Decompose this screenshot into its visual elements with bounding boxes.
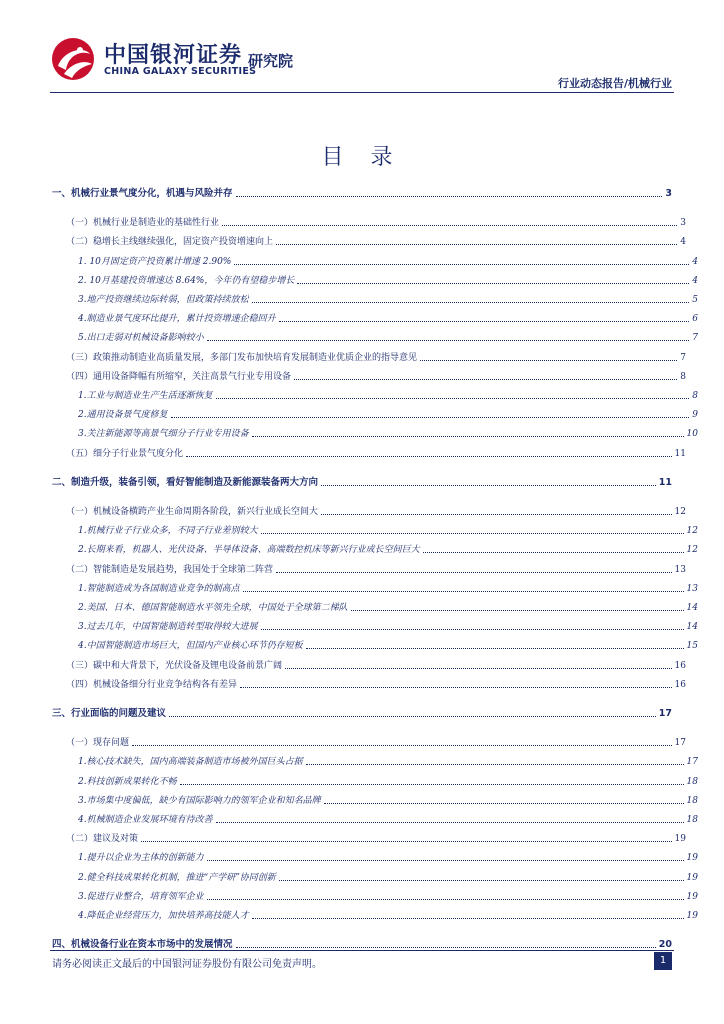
toc-title: 目 录	[321, 145, 403, 170]
toc-entry-page: 15	[686, 641, 698, 652]
toc-entry-title: 1.机械行业子行业众多，不同子行业差别较大	[78, 526, 258, 537]
toc-entry-title: 2.科技创新成果转化不畅	[78, 776, 177, 787]
toc-dot-leader	[261, 628, 684, 630]
toc-entry[interactable]	[52, 791, 698, 807]
toc-entry[interactable]	[52, 733, 686, 749]
toc-dot-leader	[207, 859, 684, 861]
toc-entry-title: （二）稳增长主线继续强化，固定资产投资增速向上	[66, 237, 274, 248]
toc-entry[interactable]	[52, 271, 698, 287]
toc-entry-title: （一）现存问题	[66, 738, 130, 749]
toc-entry-title: （二）智能制造是发展趋势，我国处于全球第二阵营	[66, 564, 274, 575]
toc-entry-page: 11	[674, 448, 686, 459]
toc-dot-leader	[276, 571, 672, 573]
toc-entry[interactable]	[52, 405, 698, 421]
toc-entry[interactable]	[52, 810, 698, 826]
toc-entry[interactable]	[52, 473, 672, 489]
toc-entry-title: 3.过去几年，中国智能制造转型取得较大进展	[78, 622, 258, 633]
toc-dot-leader	[132, 744, 672, 746]
toc-entry-title: （一）机械设备横跨产业生命周期各阶段，新兴行业成长空间大	[66, 507, 319, 517]
toc-entry-title: 1.提升以企业为主体的创新能力	[78, 853, 204, 864]
toc-entry[interactable]	[52, 328, 698, 344]
toc-entry-page: 16	[674, 660, 686, 671]
toc-entry-title: 1.工业与制造业生产生活逐渐恢复	[78, 391, 213, 401]
toc-entry-title: 2.通用设备景气度修复	[78, 410, 168, 421]
toc-entry[interactable]	[52, 675, 686, 691]
toc-entry-title: 1. 10月固定资产投资累计增速 2.90%	[78, 256, 232, 267]
toc-dot-leader	[222, 224, 677, 226]
toc-entry-page: 19	[686, 891, 698, 902]
footer-divider	[50, 950, 674, 951]
toc-entry-title: 5.出口走弱对机械设备影响较小	[78, 333, 204, 344]
toc-entry[interactable]	[52, 848, 698, 864]
toc-entry-page: 9	[692, 410, 698, 421]
toc-entry-page: 14	[686, 603, 698, 613]
toc-entry-title: 3.关注新能源等高景气细分子行业专用设备	[78, 429, 249, 440]
toc-entry-title: 1.智能制造成为各国制造业竞争的制高点	[78, 583, 240, 594]
toc-entry-page: 13	[686, 583, 698, 594]
toc-entry[interactable]	[52, 829, 686, 845]
toc-entry[interactable]	[52, 868, 698, 884]
toc-dot-leader	[216, 397, 690, 399]
toc-entry-page: 19	[686, 872, 698, 883]
toc-entry-page: 7	[680, 352, 686, 363]
toc-dot-leader	[234, 263, 689, 265]
toc-entry-title: 2.美国、日本、德国智能制造水平领先全球，中国处于全球第二梯队	[78, 603, 348, 613]
toc-entry[interactable]	[52, 752, 698, 768]
toc-entry[interactable]	[52, 656, 686, 672]
toc-entry-page: 14	[686, 622, 698, 633]
toc-dot-leader	[420, 359, 677, 361]
toc-entry[interactable]	[52, 617, 698, 633]
toc-dot-leader	[306, 647, 684, 649]
toc-entry[interactable]	[52, 579, 698, 595]
toc-entry[interactable]	[52, 386, 698, 402]
toc-entry[interactable]	[52, 348, 686, 364]
toc-entry-title: 2.健全科技成果转化机制，推进“产学研”协同创新	[78, 872, 276, 883]
toc-entry-page: 7	[692, 333, 698, 344]
toc-entry-title: （四）机械设备细分行业竞争结构各有差异	[66, 679, 238, 690]
toc-entry-page: 11	[658, 476, 672, 488]
page-number: 1	[654, 952, 672, 970]
toc-entry[interactable]	[52, 213, 686, 229]
toc-entry[interactable]	[52, 252, 698, 268]
toc-entry-title: 3.促进行业整合，培育领军企业	[78, 891, 204, 902]
toc-entry[interactable]	[52, 502, 686, 518]
toc-entry[interactable]	[52, 290, 698, 306]
page-header	[0, 0, 724, 100]
toc-entry-title: 3.地产投资继续边际转弱，但政策持续放松	[78, 295, 249, 305]
toc-entry-title: 4.降低企业经营压力，加快培养高技能人才	[78, 911, 249, 921]
galaxy-swirl-logo-icon	[50, 36, 96, 82]
toc-entry-page: 12	[686, 526, 698, 537]
toc-dot-leader	[306, 763, 684, 765]
toc-entry[interactable]	[52, 598, 698, 614]
toc-entry-page: 18	[686, 776, 698, 787]
toc-entry-page: 5	[692, 295, 698, 305]
toc-dot-leader	[279, 879, 684, 881]
toc-dot-leader	[294, 378, 677, 380]
toc-dot-leader	[321, 513, 672, 515]
toc-dot-leader	[279, 320, 690, 322]
toc-entry-title: 4.中国智能制造市场巨大，但国内产业核心环节仍存短板	[78, 641, 303, 652]
toc-entry-page: 4	[692, 275, 698, 286]
toc-entry[interactable]	[52, 704, 672, 720]
header-divider	[50, 92, 674, 93]
toc-entry-title: 4.机械制造企业发展环境有待改善	[78, 815, 213, 825]
toc-entry-title: （四）通用设备降幅有所缩窄，关注高景气行业专用设备	[66, 371, 292, 382]
toc-dot-leader	[141, 840, 672, 842]
toc-entry-page: 3	[680, 218, 686, 229]
toc-entry-page: 3	[665, 188, 672, 199]
toc-dot-leader	[321, 484, 656, 486]
toc-dot-leader	[236, 195, 663, 197]
toc-dot-leader	[240, 686, 672, 688]
toc-dot-leader	[261, 532, 684, 534]
toc-dot-leader	[243, 590, 684, 592]
toc-entry-page: 18	[686, 815, 698, 825]
report-type-label: 行业动态报告/机械行业	[557, 77, 672, 90]
toc-entry[interactable]	[52, 367, 686, 383]
toc-entry-title: 四、机械设备行业在资本市场中的发展情况	[52, 939, 233, 951]
toc-entry-page: 16	[674, 679, 686, 690]
toc-dot-leader	[276, 243, 677, 245]
toc-entry-page: 4	[680, 237, 686, 248]
toc-entry-title: 2.长期来看，机器人、光伏设备、半导体设备、高端数控机床等新兴行业成长空间巨大	[78, 545, 420, 556]
toc-entry[interactable]	[52, 887, 698, 903]
toc-entry[interactable]	[52, 772, 698, 788]
toc-entry-page: 4	[692, 256, 698, 267]
toc-dot-leader	[207, 339, 690, 341]
toc-dot-leader	[252, 435, 684, 437]
toc-entry[interactable]	[52, 309, 698, 325]
toc-entry[interactable]	[52, 444, 686, 460]
toc-entry[interactable]	[52, 560, 686, 576]
toc-entry-title: 4.制造业景气度环比提升，累计投资增速企稳回升	[78, 314, 276, 325]
toc-dot-leader	[171, 416, 690, 418]
toc-dot-leader	[351, 609, 684, 611]
toc-entry-page: 10	[686, 429, 698, 440]
toc-entry[interactable]	[52, 906, 698, 922]
toc-entry-title: 3.市场集中度偏低，缺少有国际影响力的领军企业和知名品牌	[78, 795, 321, 806]
toc-entry-page: 19	[674, 834, 686, 845]
toc-entry-page: 19	[686, 853, 698, 864]
toc-entry[interactable]	[52, 935, 672, 951]
toc-dot-leader	[186, 455, 672, 457]
toc-entry[interactable]	[52, 636, 698, 652]
toc-entry-page: 6	[692, 314, 698, 325]
toc-dot-leader	[252, 301, 690, 303]
toc-entry-page: 18	[686, 795, 698, 806]
toc-entry-title: 2. 10月基建投资增速达 8.64%，今年仍有望稳步增长	[78, 275, 295, 286]
toc-entry-page: 13	[674, 564, 686, 575]
toc-entry[interactable]	[52, 521, 698, 537]
toc-dot-leader	[324, 802, 684, 804]
toc-entry-title: 一、机械行业景气度分化，机遇与风险并存	[52, 188, 233, 199]
toc-dot-leader	[423, 551, 684, 553]
toc-entry-page: 17	[686, 757, 698, 768]
toc-entry[interactable]	[52, 540, 698, 556]
brand-name-en: CHINA GALAXY SECURITIES	[104, 66, 257, 77]
toc-entry-title: （三）政策推动制造业高质量发展，多部门发布加快培育发展制造业优质企业的指导意见	[66, 352, 418, 363]
toc-entry-page: 19	[686, 911, 698, 921]
toc-dot-leader	[285, 667, 672, 669]
toc-entry-page: 8	[692, 391, 698, 401]
toc-entry-page: 17	[674, 738, 686, 749]
toc-dot-leader	[216, 821, 684, 823]
toc-entry-page: 20	[658, 939, 672, 951]
toc-entry-title: （二）建议及对策	[66, 834, 139, 845]
brand-name-cn: 中国银河证券	[104, 43, 243, 68]
institute-label: 研究院	[248, 52, 294, 70]
toc-entry-title: 三、行业面临的问题及建议	[52, 708, 167, 719]
toc-entry-title: （一）机械行业是制造业的基础性行业	[66, 218, 220, 229]
toc-dot-leader	[169, 715, 656, 717]
toc-dot-leader	[180, 783, 684, 785]
toc-entry-title: （三）碳中和大背景下，光伏设备及锂电设备前景广阔	[66, 660, 283, 671]
toc-entry[interactable]	[52, 232, 686, 248]
toc-dot-leader	[236, 946, 656, 948]
toc-dot-leader	[252, 917, 684, 919]
footer-disclaimer: 请务必阅读正文最后的中国银河证券股份有限公司免责声明。	[52, 959, 322, 970]
toc-dot-leader	[207, 898, 684, 900]
toc-entry-page: 12	[686, 545, 698, 556]
toc-entry[interactable]	[52, 184, 672, 200]
toc-entry[interactable]	[52, 424, 698, 440]
toc-entry-page: 8	[680, 371, 686, 382]
toc-entry-title: （五）细分子行业景气度分化	[66, 448, 184, 459]
toc-entry-page: 12	[674, 507, 686, 517]
toc-dot-leader	[297, 282, 689, 284]
toc-entry-title: 1.核心技术缺失，国内高端装备制造市场被外国巨头占据	[78, 757, 303, 768]
toc-entry-title: 二、制造升级，装备引领，看好智能制造及新能源装备两大方向	[52, 476, 319, 488]
toc-entry-page: 17	[658, 708, 672, 719]
